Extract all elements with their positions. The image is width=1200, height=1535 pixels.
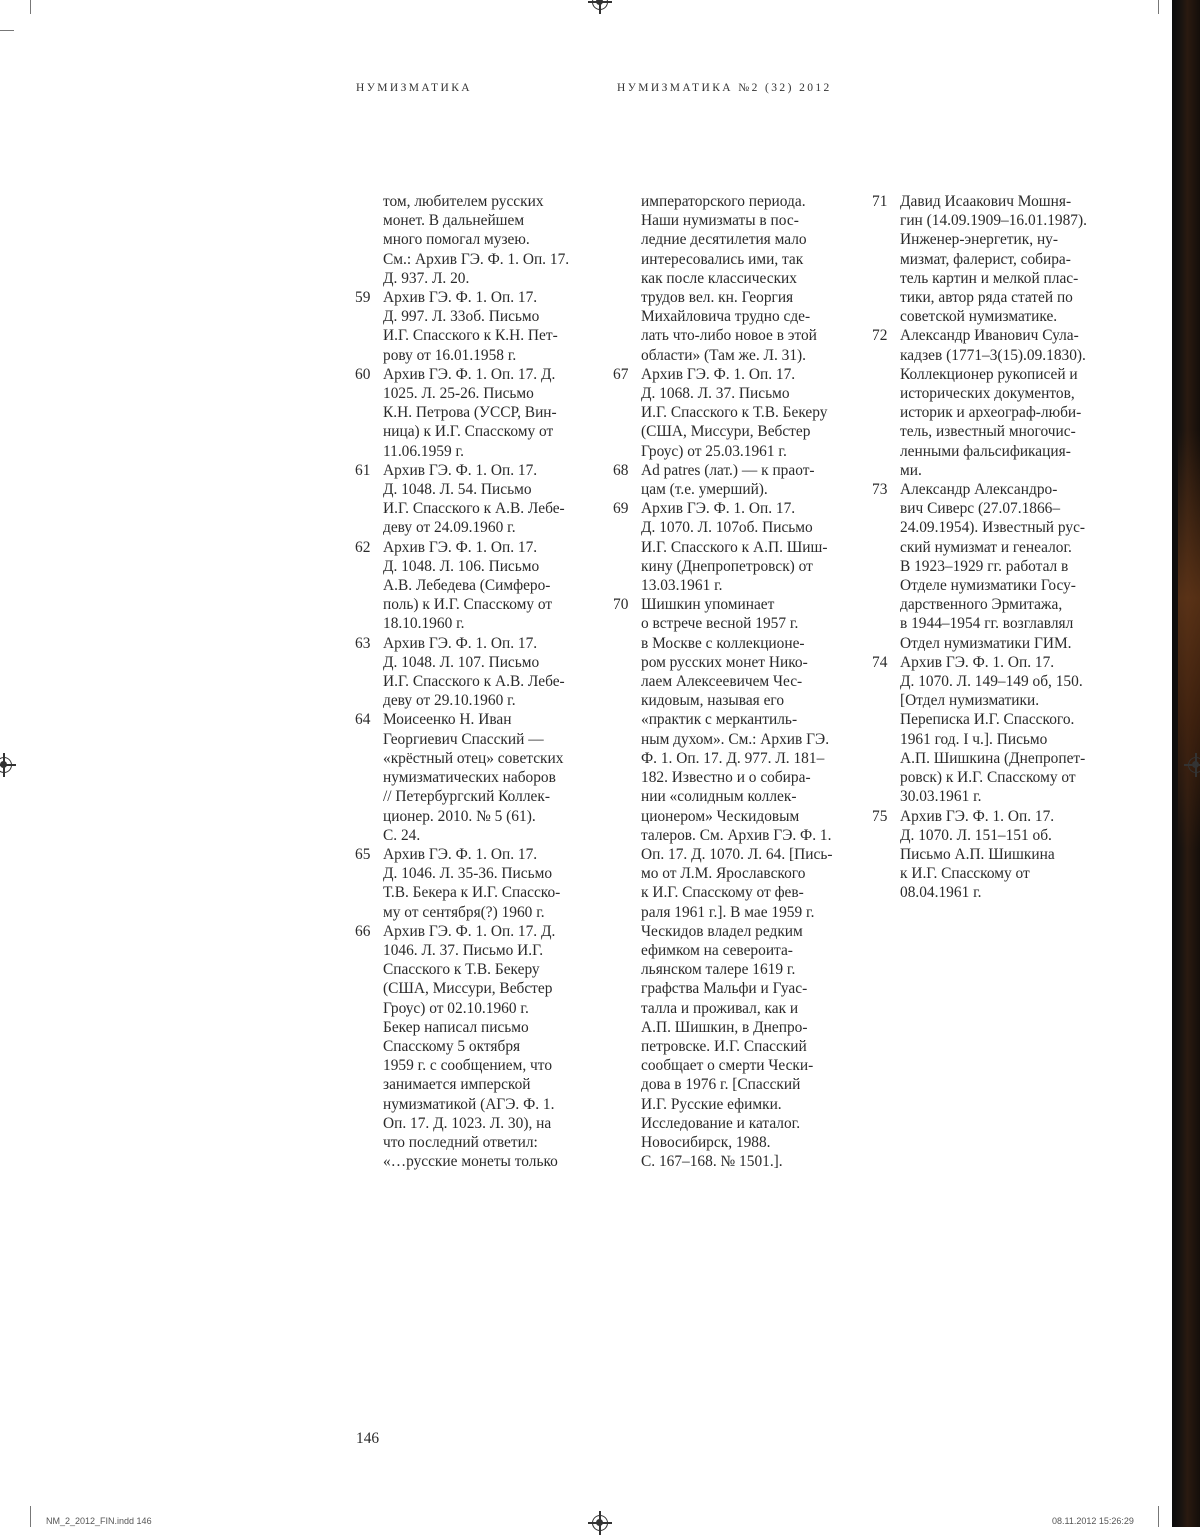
footnote-entry	[613, 461, 832, 499]
footnote-text-line: Спасского к Т.В. Бекеру	[383, 961, 540, 979]
registration-mark-icon	[592, 1515, 608, 1531]
footnote-entry	[383, 192, 569, 288]
footnote-text-line: лаем Алексеевичем Чес-	[641, 673, 803, 691]
footnote-entry	[613, 595, 833, 1171]
footnote-entry	[641, 192, 832, 365]
footnote-text-line: Ad patres (лат.) — к праот-	[641, 461, 815, 479]
footnote-text-line: Архив ГЭ. Ф. 1. Оп. 17.	[383, 845, 538, 863]
footnote-text-line: «практик с меркантиль-	[641, 711, 798, 729]
footnote-text-line: Моисеенко Н. Иван	[383, 711, 512, 729]
footnote-text-line: нумизматических наборов	[383, 769, 556, 787]
footnote-text-line: кидовым, называя его	[641, 692, 785, 710]
crop-mark	[30, 1506, 31, 1527]
footnote-text-line: «…русские монеты только	[383, 1153, 558, 1171]
footnote-text-line: поль) к И.Г. Спасскому от	[383, 596, 553, 614]
footnote-text-line: См.: Архив ГЭ. Ф. 1. Оп. 17.	[383, 250, 570, 268]
footnote-text-line: Архив ГЭ. Ф. 1. Оп. 17.	[383, 538, 538, 556]
footnote-text-line: кину (Днепропетровск) от	[641, 557, 813, 575]
footnote-number: 66	[355, 922, 371, 940]
footnote-text-line: Архив ГЭ. Ф. 1. Оп. 17.	[900, 807, 1055, 825]
footnote-text-line: Александр Александро-	[900, 481, 1058, 499]
footnote-text-line: Д. 1070. Л. 151–151 об.	[900, 826, 1052, 844]
footnote-text-line: Д. 1048. Л. 106. Письмо	[383, 557, 540, 575]
footnote-text-line: Бекер написал письмо	[383, 1018, 529, 1036]
footnote-text-line: «крёстный отец» советских	[383, 749, 564, 767]
footnote-text-line: Архив ГЭ. Ф. 1. Оп. 17.	[900, 653, 1055, 671]
footnote-number: 65	[355, 845, 371, 863]
footnote-number: 70	[613, 596, 629, 614]
footnote-text-line: Архив ГЭ. Ф. 1. Оп. 17.	[641, 365, 796, 383]
footnote-text-line: тель картин и мелкой плас-	[900, 269, 1079, 287]
footnote-text-line: Д. 1048. Л. 107. Письмо	[383, 653, 540, 671]
footnote-text-line: 1046. Л. 37. Письмо И.Г.	[383, 941, 544, 959]
footnote-text-line: Д. 1070. Л. 149–149 об, 150.	[900, 673, 1083, 691]
footnote-text-line: графства Мальфи и Гуас-	[641, 980, 808, 998]
footnote-text-line: императорского периода.	[641, 193, 806, 210]
footnote-text-line: Д. 1048. Л. 54. Письмо	[383, 481, 532, 499]
footnote-text-line: И.Г. Спасского к А.В. Лебе-	[383, 500, 565, 518]
footnote-text-line: ром русских монет Нико-	[641, 653, 808, 671]
footnote-entry	[355, 634, 569, 711]
footnote-entry	[872, 480, 1087, 653]
footnote-text-line: Архив ГЭ. Ф. 1. Оп. 17. Д.	[383, 365, 556, 383]
footnote-text-line: 13.03.1961 г.	[641, 577, 723, 595]
footnote-text-line: Архив ГЭ. Ф. 1. Оп. 17.	[383, 289, 538, 307]
footnote-text-line: занимается имперской	[383, 1076, 531, 1094]
footnote-text-line: С. 167–168. № 1501.].	[641, 1153, 783, 1171]
footnote-text-line: Отделе нумизматики Госу-	[900, 577, 1076, 595]
footnote-number: 63	[355, 634, 371, 652]
footnote-text-line: том, любителем русских	[383, 193, 544, 210]
footnote-text-line: ционер. 2010. № 5 (61).	[383, 807, 536, 825]
footnote-text-line: в Москве с коллекционе-	[641, 634, 805, 652]
footnote-text-line: Георгиевич Спасский —	[383, 730, 544, 748]
footnote-text-line: [Отдел нумизматики.	[900, 692, 1040, 710]
footnote-text-line: И.Г. Спасского к Т.В. Бекеру	[641, 404, 828, 422]
footnote-text-line: ница) к И.Г. Спасскому от	[383, 423, 554, 441]
footnote-text-line: Оп. 17. Д. 1023. Л. 30), на	[383, 1114, 552, 1132]
footnote-text-line: Архив ГЭ. Ф. 1. Оп. 17.	[383, 634, 538, 652]
footnotes-column-3	[872, 192, 1087, 903]
footnote-text-line: Архив ГЭ. Ф. 1. Оп. 17.	[383, 461, 538, 479]
footnote-text-line: 18.10.1960 г.	[383, 615, 465, 633]
footnote-text-line: Александр Иванович Сула-	[900, 327, 1079, 345]
footnote-text-line: мизмат, фалерист, собира-	[900, 250, 1071, 268]
footnote-number: 60	[355, 365, 371, 383]
registration-mark-icon	[1188, 757, 1200, 773]
footnote-text-line: петровске. И.Г. Спасский	[641, 1037, 807, 1055]
footnote-text-line: цам (т.е. умерший).	[641, 481, 768, 499]
footnote-text-line: советской нумизматике.	[900, 308, 1058, 326]
footnote-text-line: нии «солидным коллек-	[641, 788, 797, 806]
running-header-left: НУМИЗМАТИКА	[356, 82, 472, 94]
footnote-entry	[355, 922, 569, 1172]
footnote-text-line: В 1923–1929 гг. работал в	[900, 557, 1069, 575]
footnote-text-line: трудов вел. кн. Георгия	[641, 289, 794, 307]
footnote-text-line: Д. 1070. Л. 107об. Письмо	[641, 519, 813, 537]
footnote-text-line: Спасскому 5 октября	[383, 1037, 521, 1055]
footnote-text-line: Шишкин упоминает	[641, 596, 775, 614]
footnote-entry	[355, 461, 569, 538]
footnote-text-line: С. 24.	[383, 826, 421, 844]
footnote-text-line: тики, автор ряда статей по	[900, 289, 1073, 307]
footnote-text-line: Новосибирск, 1988.	[641, 1133, 771, 1151]
crop-mark	[1158, 1506, 1159, 1527]
footnote-text-line: Д. 1046. Л. 35-36. Письмо	[383, 865, 553, 883]
footnote-text-line: талла и проживал, как и	[641, 999, 799, 1017]
footnote-text-line: Архив ГЭ. Ф. 1. Оп. 17. Д.	[383, 922, 556, 940]
footnote-number: 71	[872, 193, 888, 210]
footnote-number: 69	[613, 500, 629, 518]
footnote-text-line: нумизматикой (АГЭ. Ф. 1.	[383, 1095, 555, 1113]
footnote-text-line: // Петербургский Коллек-	[383, 788, 550, 806]
footnote-text-line: в 1944–1954 гг. возглавлял	[900, 615, 1074, 633]
footnote-text-line: что последний ответил:	[383, 1133, 538, 1151]
slug-left: NM_2_2012_FIN.indd 146	[46, 1516, 152, 1526]
footnote-entry	[355, 288, 569, 365]
footnote-text-line: о встрече весной 1957 г.	[641, 615, 799, 633]
footnote-entry	[872, 807, 1087, 903]
footnote-text-line: (США, Миссури, Вебстер	[383, 980, 553, 998]
footnote-text-line: Ф. 1. Оп. 17. Д. 977. Л. 181–	[641, 749, 825, 767]
footnote-text-line: сообщает о смерти Чески-	[641, 1057, 814, 1075]
footnote-text-line: Д. 1068. Л. 37. Письмо	[641, 385, 790, 403]
footnote-text-line: вич Сиверс (27.07.1866–	[900, 500, 1061, 518]
footnote-text-line: 08.04.1961 г.	[900, 884, 982, 902]
footnote-entry	[355, 710, 569, 844]
footnote-text-line: к И.Г. Спасскому от фев-	[641, 884, 804, 902]
footnote-number: 62	[355, 538, 371, 556]
footnote-text-line: Ческидов владел редким	[641, 922, 803, 940]
footnote-text-line: дова в 1976 г. [Спасский	[641, 1076, 801, 1094]
footnote-text-line: Давид Исаакович Мошня-	[900, 193, 1072, 210]
footnote-text-line: А.В. Лебедева (Симферо-	[383, 577, 551, 595]
footnote-entry	[872, 192, 1087, 326]
footnote-text-line: как после классических	[641, 269, 797, 287]
footnote-text-line: А.П. Шишкина (Днепропет-	[900, 749, 1086, 767]
footnote-text-line: Михайловича трудно сде-	[641, 308, 811, 326]
footnote-text-line: ным духом». См.: Архив ГЭ.	[641, 730, 830, 748]
footnote-number: 67	[613, 365, 629, 383]
footnote-entry	[872, 653, 1087, 807]
footnote-text-line: 1961 год. I ч.]. Письмо	[900, 730, 1048, 748]
footnote-text-line: много помогал музею.	[383, 231, 530, 249]
crop-mark	[0, 30, 14, 31]
footnote-text-line: 11.06.1959 г.	[383, 442, 464, 460]
footnote-text-line: рову от 16.01.1958 г.	[383, 346, 517, 364]
footnote-text-line: ленными фальсификация-	[900, 442, 1071, 460]
page-number: 146	[356, 1430, 380, 1447]
footnote-text-line: дарственного Эрмитажа,	[900, 596, 1063, 614]
footnote-text-line: ефимком на североита-	[641, 941, 793, 959]
footnote-entry	[613, 365, 832, 461]
footnote-text-line: деву от 24.09.1960 г.	[383, 519, 516, 537]
footnote-text-line: Отдел нумизматики ГИМ.	[900, 634, 1072, 652]
footnote-text-line: ский нумизмат и генеалог.	[900, 538, 1072, 556]
footnote-number: 68	[613, 461, 629, 479]
footnote-text-line: лать что-либо новое в этой	[641, 327, 817, 345]
crop-mark	[30, 0, 31, 14]
footnote-entry	[872, 326, 1087, 480]
footnote-number: 64	[355, 711, 371, 729]
footnote-text-line: тель, известный многочис-	[900, 423, 1076, 441]
footnote-entry	[355, 845, 569, 922]
footnote-entry	[355, 365, 569, 461]
footnote-text-line: ми.	[900, 461, 922, 479]
footnote-text-line: историк и археограф-люби-	[900, 404, 1082, 422]
footnote-text-line: 1025. Л. 25-26. Письмо	[383, 385, 534, 403]
footnote-text-line: Переписка И.Г. Спасского.	[900, 711, 1075, 729]
footnote-text-line: Гроус) от 25.03.1961 г.	[641, 442, 787, 460]
footnote-text-line: Д. 997. Л. 33об. Письмо	[383, 308, 540, 326]
footnote-number: 75	[872, 807, 888, 825]
footnote-text-line: льянском талере 1619 г.	[641, 961, 796, 979]
footnote-text-line: исторических документов,	[900, 385, 1075, 403]
footnote-text-line: талеров. См. Архив ГЭ. Ф. 1.	[641, 826, 832, 844]
footnote-text-line: 30.03.1961 г.	[900, 788, 982, 806]
footnote-text-line: Архив ГЭ. Ф. 1. Оп. 17.	[641, 500, 796, 518]
registration-mark-icon	[592, 0, 608, 10]
footnote-text-line: мо от Л.М. Ярославского	[641, 865, 806, 883]
footnote-text-line: монет. В дальнейшем	[383, 212, 525, 230]
footnote-text-line: деву от 29.10.1960 г.	[383, 692, 516, 710]
footnote-text-line: ровск) к И.Г. Спасскому от	[900, 769, 1076, 787]
footnote-number: 61	[355, 461, 371, 479]
footnote-text-line: 182. Известно и о собира-	[641, 769, 811, 787]
footnotes-column-1	[355, 192, 570, 1171]
footnote-number: 74	[872, 653, 888, 671]
footnote-text-line: Наши нумизматы в пос-	[641, 212, 799, 230]
footnote-text-line: кадзев (1771–3(15).09.1830).	[900, 346, 1086, 364]
footnote-text-line: И.Г. Спасского к А.П. Шиш-	[641, 538, 828, 556]
footnote-text-line: Оп. 17. Д. 1070. Л. 64. [Пись-	[641, 845, 833, 863]
footnote-text-line: области» (Там же. Л. 31).	[641, 346, 807, 364]
footnote-number: 72	[872, 327, 888, 345]
footnote-text-line: К.Н. Петрова (УССР, Вин-	[383, 404, 557, 422]
footnote-text-line: му от сентября(?) 1960 г.	[383, 903, 545, 921]
footnote-text-line: И.Г. Русские ефимки.	[641, 1095, 782, 1113]
footnote-text-line: А.П. Шишкин, в Днепро-	[641, 1018, 808, 1036]
footnote-text-line: Инженер-энергетик, ну-	[900, 231, 1059, 249]
footnote-text-line: Т.В. Бекера к И.Г. Спасско-	[383, 884, 561, 902]
footnote-text-line: ционером» Ческидовым	[641, 807, 800, 825]
footnote-number: 59	[355, 289, 371, 307]
footnote-text-line: Исследование и каталог.	[641, 1114, 801, 1132]
footnote-text-line: (США, Миссури, Вебстер	[641, 423, 811, 441]
footnote-text-line: 1959 г. с сообщением, что	[383, 1057, 553, 1075]
footnote-text-line: Гроус) от 02.10.1960 г.	[383, 999, 529, 1017]
footnote-text-line: И.Г. Спасского к А.В. Лебе-	[383, 673, 565, 691]
footnote-text-line: И.Г. Спасского к К.Н. Пет-	[383, 327, 558, 345]
slug-right: 08.11.2012 15:26:29	[1052, 1516, 1134, 1526]
footnote-text-line: раля 1961 г.]. В мае 1959 г.	[641, 903, 815, 921]
footnote-text-line: интересовались ими, так	[641, 250, 804, 268]
footnote-text-line: Д. 937. Л. 20.	[383, 269, 470, 287]
footnote-text-line: к И.Г. Спасскому от	[900, 865, 1030, 883]
footnote-text-line: 24.09.1954). Известный рус-	[900, 519, 1086, 537]
footnote-entry	[613, 499, 832, 595]
footnote-number: 73	[872, 481, 888, 499]
crop-mark	[1158, 0, 1159, 14]
running-header-right: НУМИЗМАТИКА №2 (32) 2012	[617, 82, 832, 94]
footnote-entry	[355, 538, 569, 634]
footnote-text-line: гин (14.09.1909–16.01.1987).	[900, 212, 1087, 230]
footnote-text-line: Письмо А.П. Шишкина	[900, 845, 1055, 863]
footnote-text-line: Коллекционер рукописей и	[900, 365, 1078, 383]
footnote-text-line: ледние десятилетия мало	[641, 231, 807, 249]
footnotes-column-2	[613, 192, 833, 1171]
registration-mark-icon	[0, 757, 12, 773]
